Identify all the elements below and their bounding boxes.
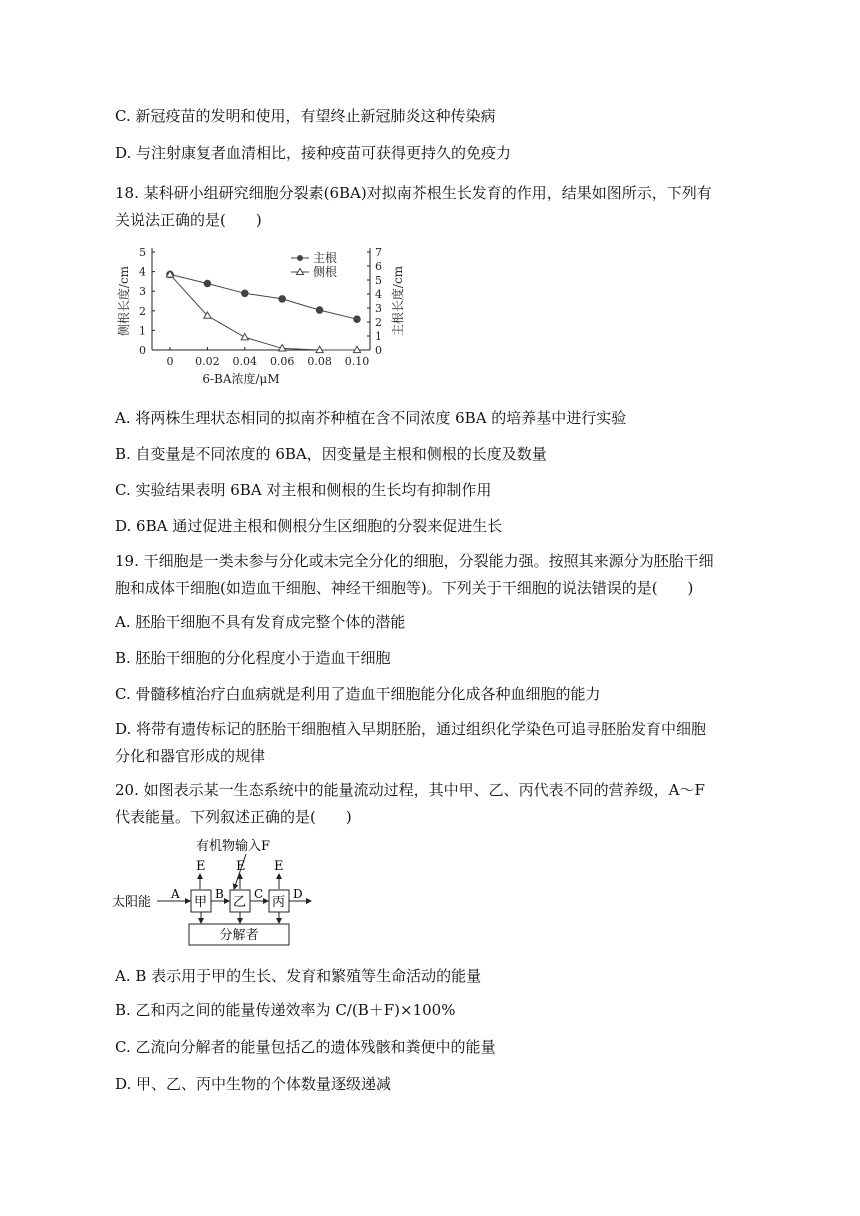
x-tick-label: 0.04 <box>232 355 258 368</box>
right-tick-label: 4 <box>375 288 382 301</box>
root-length-chart <box>108 240 418 388</box>
flow-label-a: A <box>171 887 180 901</box>
x-tick-label: 0.10 <box>344 355 370 368</box>
series-line-0 <box>170 274 357 319</box>
trophic-level-yi: 乙 <box>233 895 247 910</box>
x-tick-label: 0.02 <box>195 355 220 368</box>
trophic-level-bing: 丙 <box>272 895 286 910</box>
series-point-main-root <box>204 280 211 287</box>
legend-label-1: 侧根 <box>313 265 338 279</box>
flow-label-b: B <box>215 887 224 901</box>
x-tick-label: 0 <box>166 355 174 368</box>
q20-option-d: D. 甲、乙、丙中生物的个体数量逐级递减 <box>115 1075 392 1093</box>
series-point-main-root <box>279 296 286 303</box>
q18-option-b: B. 自变量是不同浓度的 6BA，因变量是主根和侧根的长度及数量 <box>115 445 547 463</box>
q19-option-d <box>115 716 755 770</box>
left-tick-label: 2 <box>139 304 146 318</box>
series-point-main-root <box>242 290 249 297</box>
right-axis-title: 主根长度/cm <box>391 265 405 337</box>
series-point-main-root <box>316 307 323 314</box>
legend-marker-0 <box>297 255 303 261</box>
right-tick-label: 1 <box>375 330 382 343</box>
right-tick-label: 2 <box>375 316 382 329</box>
right-tick-label: 6 <box>375 260 382 273</box>
flow-label-d: D <box>293 887 303 901</box>
q17-option-d: D. 与注射康复者血清相比，接种疫苗可获得更持久的免疫力 <box>115 144 512 162</box>
q19-option-a: A. 胚胎干细胞不具有发育成完整个体的潜能 <box>115 613 406 631</box>
series-point-lateral-root <box>241 333 248 339</box>
left-tick-label: 1 <box>139 324 146 338</box>
q20-option-a: A. B 表示用于甲的生长、发育和繁殖等生命活动的能量 <box>115 967 482 985</box>
solar-energy-label: 太阳能 <box>112 895 152 910</box>
x-axis-title: 6-BA浓度/μM <box>202 372 280 386</box>
e-label-yi: E <box>236 859 246 874</box>
left-tick-label: 3 <box>139 285 146 299</box>
q19-stem <box>115 548 755 602</box>
q18-stem <box>115 180 755 234</box>
q18-stem-line-2: 关说法正确的是( ) <box>115 211 262 229</box>
q19-option-c: C. 骨髓移植治疗白血病就是利用了造血干细胞能分化成各种血细胞的能力 <box>115 685 601 703</box>
right-tick-label: 7 <box>375 246 382 259</box>
q18-option-d: D. 6BA 通过促进主根和侧根分生区细胞的分裂来促进生长 <box>115 517 503 535</box>
series-point-lateral-root <box>353 346 360 352</box>
left-tick-label: 5 <box>139 246 146 259</box>
q20-option-b: B. 乙和丙之间的能量传递效率为 C/(B＋F)×100% <box>115 1001 456 1019</box>
q20-stem <box>115 777 755 831</box>
left-tick-label: 0 <box>139 344 146 357</box>
x-tick-label: 0.08 <box>307 355 332 368</box>
flow-label-c: C <box>254 887 264 901</box>
q19-stem-line-1: 19. 干细胞是一类未参与分化或未完全分化的细胞，分裂能力强。按照其来源分为胚胎干细 <box>115 552 714 570</box>
series-point-main-root <box>354 316 361 323</box>
chart-plot <box>116 246 405 386</box>
q19-option-d-line-2: 分化和器官形成的规律 <box>115 747 266 765</box>
right-tick-label: 0 <box>375 344 382 357</box>
q19-option-b: B. 胚胎干细胞的分化程度小于造血干细胞 <box>115 649 391 667</box>
q20-option-c: C. 乙流向分解者的能量包括乙的遗体残骸和粪便中的能量 <box>115 1038 496 1056</box>
q18-option-c: C. 实验结果表明 6BA 对主根和侧根的生长均有抑制作用 <box>115 481 492 499</box>
e-label-jia: E <box>196 859 206 874</box>
trophic-level-jia: 甲 <box>194 895 208 910</box>
q19-stem-line-2: 胞和成体干细胞(如造血干细胞、神经干细胞等)。下列关于干细胞的说法错误的是( ) <box>115 579 694 597</box>
right-tick-label: 3 <box>375 302 382 315</box>
q20-stem-line-1: 20. 如图表示某一生态系统中的能量流动过程，其中甲、乙、丙代表不同的营养级，A～F <box>115 781 705 799</box>
x-tick-label: 0.06 <box>269 355 295 368</box>
q20-stem-line-2: 代表能量。下列叙述正确的是( ) <box>115 808 352 826</box>
q18-stem-line-1: 18. 某科研小组研究细胞分裂素(6BA)对拟南芥根生长发育的作用，结果如图所示，下列有 <box>115 184 712 202</box>
q18-option-a: A. 将两株生理状态相同的拟南芥种植在含不同浓度 6BA 的培养基中进行实验 <box>115 409 627 427</box>
q19-option-d-line-1: D. 将带有遗传标记的胚胎干细胞植入早期胚胎，通过组织化学染色可追寻胚胎发育中细胞 <box>115 720 707 738</box>
right-tick-label: 5 <box>375 274 382 287</box>
e-label-bing: E <box>274 859 284 874</box>
energy-flow-diagram <box>112 832 327 950</box>
q17-option-c: C. 新冠疫苗的发明和使用，有望终止新冠肺炎这种传染病 <box>115 107 496 125</box>
left-axis-title: 侧根长度/cm <box>117 265 131 337</box>
decomposer-label: 分解者 <box>219 928 259 943</box>
organic-input-label: 有机物输入F <box>196 839 271 854</box>
left-tick-label: 4 <box>139 265 146 279</box>
legend-label-0: 主根 <box>313 251 338 265</box>
